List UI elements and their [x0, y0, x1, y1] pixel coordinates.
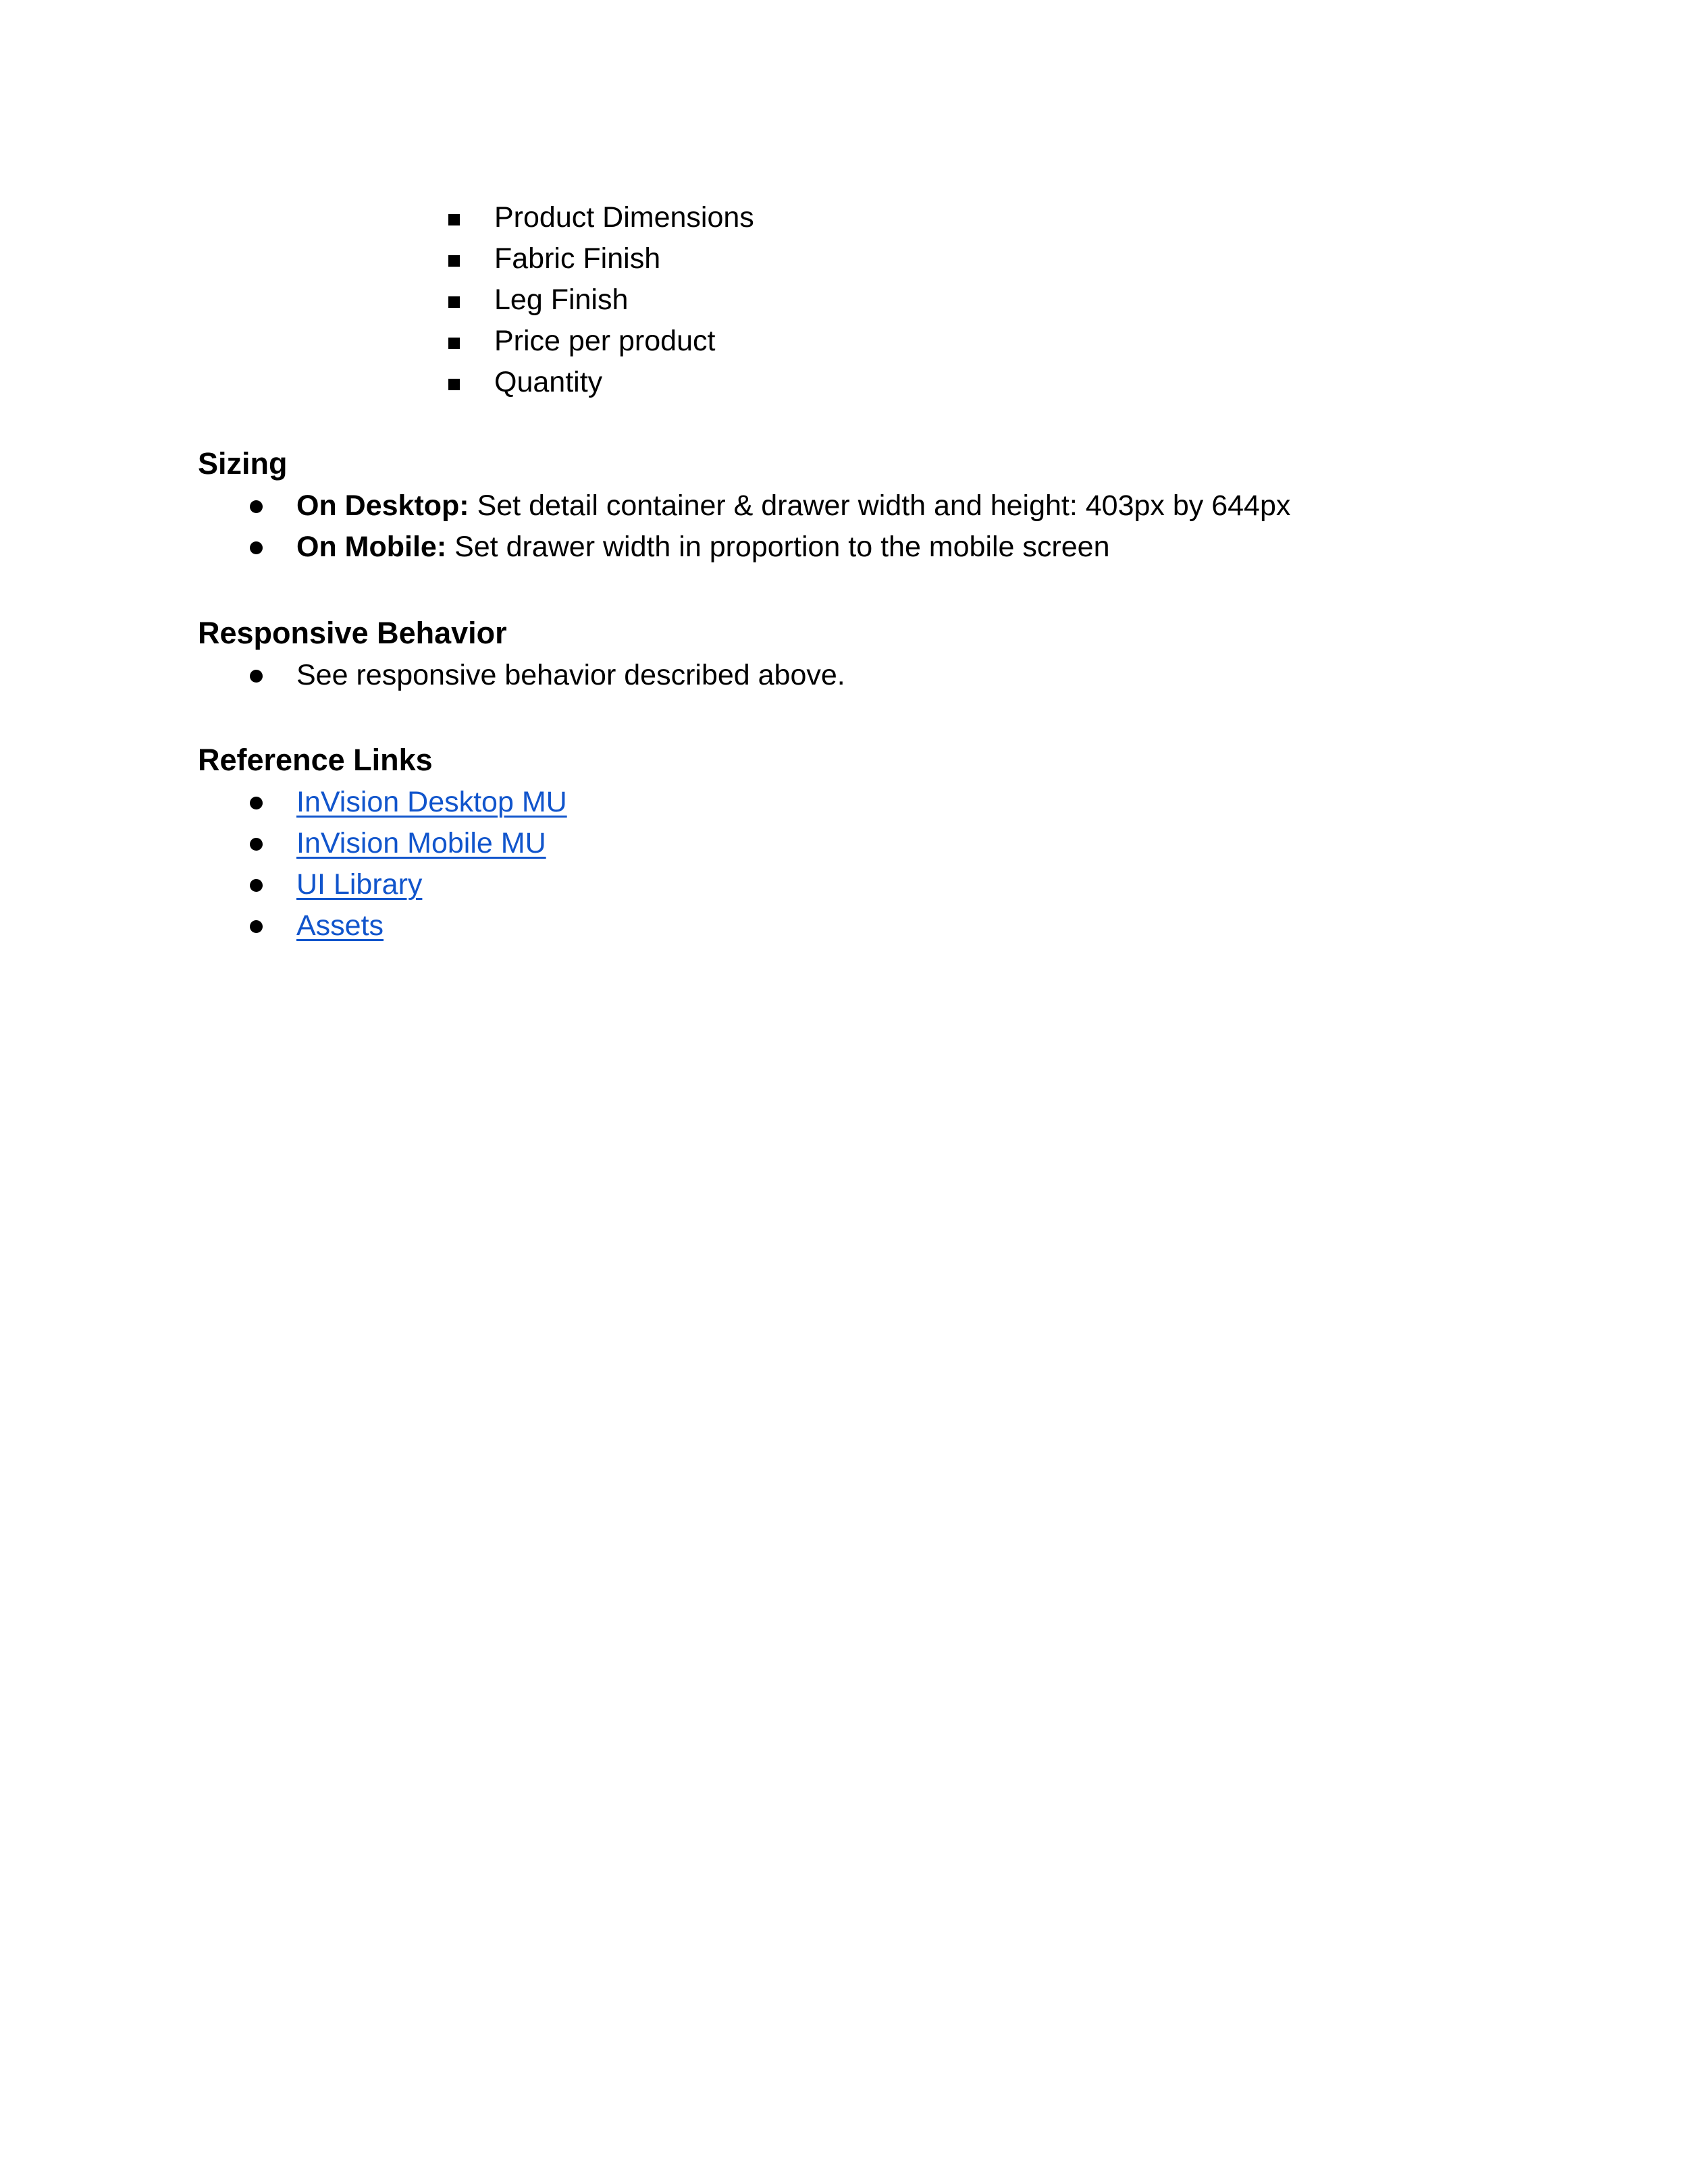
- list-item-text: Quantity: [494, 366, 603, 398]
- list-item-text: Fabric Finish: [494, 242, 661, 275]
- list-item-label: On Desktop:: [296, 489, 469, 522]
- list-item: [198, 782, 567, 823]
- bullet-icon: [250, 541, 263, 554]
- list-item: [446, 321, 754, 362]
- list-item-label: On Mobile:: [296, 531, 447, 563]
- list-item: [446, 197, 754, 238]
- list-item-text: Product Dimensions: [494, 201, 754, 234]
- responsive-list: [198, 655, 845, 696]
- square-bullet-icon: [448, 338, 460, 349]
- list-item: [198, 864, 567, 905]
- list-item: [198, 485, 1290, 527]
- list-item-text: See responsive behavior described above.: [296, 659, 845, 691]
- section-heading: Reference Links: [198, 743, 433, 777]
- list-item: [198, 527, 1290, 568]
- reference-links-section: [198, 739, 567, 947]
- responsive-behavior-section: [198, 612, 845, 696]
- bullet-icon: [250, 500, 263, 513]
- invision-desktop-link[interactable]: InVision Desktop MU: [296, 786, 567, 818]
- square-bullet-icon: [448, 379, 460, 390]
- list-item: [198, 823, 567, 864]
- list-item: [198, 655, 845, 696]
- invision-mobile-link[interactable]: InVision Mobile MU: [296, 827, 546, 859]
- section-heading: Sizing: [198, 446, 288, 481]
- list-item-text: Leg Finish: [494, 284, 629, 316]
- list-item-text: Set detail container & drawer width and height: 403px by 644px: [469, 489, 1291, 522]
- ui-library-link[interactable]: UI Library: [296, 868, 423, 901]
- assets-link[interactable]: Assets: [296, 909, 384, 942]
- square-bullet-icon: [448, 296, 460, 308]
- bullet-icon: [250, 797, 263, 809]
- section-heading: Responsive Behavior: [198, 616, 507, 650]
- list-item: [446, 362, 754, 403]
- list-item: [446, 279, 754, 321]
- square-bullet-icon: [448, 255, 460, 267]
- bullet-icon: [250, 838, 263, 851]
- sizing-list: [198, 485, 1290, 568]
- list-item-text: Price per product: [494, 325, 716, 357]
- list-item-text: Set drawer width in proportion to the mobile screen: [446, 531, 1110, 563]
- product-attributes-list: [446, 197, 754, 403]
- bullet-icon: [250, 920, 263, 933]
- bullet-icon: [250, 670, 263, 683]
- list-item: [446, 238, 754, 279]
- square-bullet-icon: [448, 214, 460, 225]
- sizing-section: [198, 442, 1290, 568]
- reference-links-list: [198, 782, 567, 947]
- list-item: [198, 905, 567, 947]
- bullet-icon: [250, 879, 263, 892]
